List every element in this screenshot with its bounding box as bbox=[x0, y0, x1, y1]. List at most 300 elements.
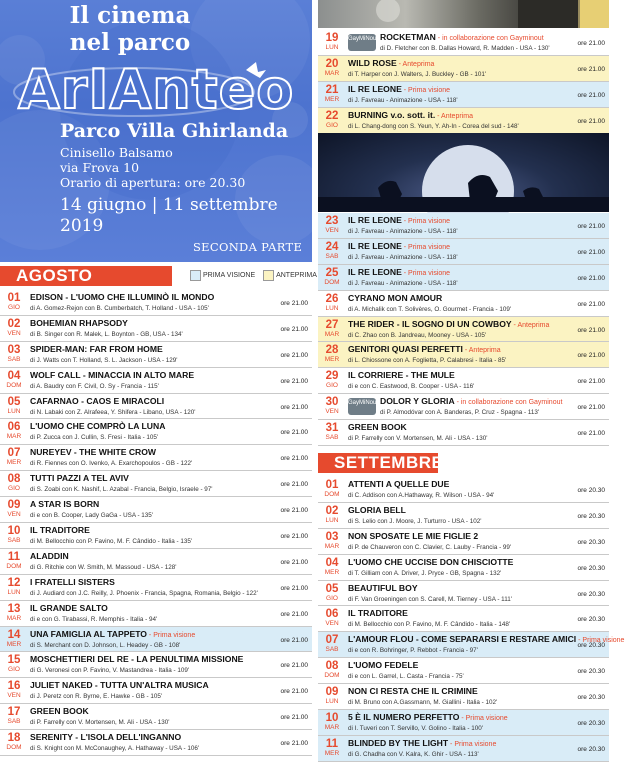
film-row bbox=[318, 606, 609, 632]
film-title-line bbox=[30, 577, 115, 589]
film-credits: di S. Knight con M. McConaughey, A. Hathaway - USA - 106' bbox=[30, 745, 200, 753]
film-title-line bbox=[30, 551, 69, 563]
film-day: 09 bbox=[325, 686, 339, 699]
film-day: 27 bbox=[325, 318, 339, 331]
film-credits: di I. Tuveri con T. Servillo, V. Golino - Italia - 100' bbox=[348, 725, 483, 733]
film-title-line bbox=[30, 396, 164, 408]
film-credits: di G. Chadha con V. Kalra, K. Ghir - USA - 113' bbox=[348, 750, 479, 758]
film-time: ore 20.30 bbox=[577, 668, 605, 676]
film-weekday: MAR bbox=[324, 69, 340, 77]
film-title-line bbox=[348, 110, 473, 122]
film-title: SERENITY - L'ISOLA DELL'INGANNO bbox=[30, 732, 182, 743]
film-row bbox=[0, 523, 312, 549]
film-row bbox=[318, 265, 609, 291]
film-credits: di C. Zhao con B. Jandreau, Mooney - USA - 105' bbox=[348, 331, 487, 339]
agosto-list-right-b bbox=[318, 213, 609, 446]
film-credits: di P. Almodóvar con A. Banderas, P. Cruz - Spagna - 113' bbox=[380, 409, 540, 417]
film-row bbox=[0, 549, 312, 575]
film-weekday: MER bbox=[324, 356, 340, 364]
film-title: ATTENTI A QUELLE DUE bbox=[348, 479, 450, 489]
film-credits: di e con C. Eastwood, B. Cooper - USA - 116' bbox=[348, 383, 475, 391]
film-credits: di P. Farrelly con V. Mortensen, M. Ali - USA - 130' bbox=[348, 435, 488, 443]
film-title-line bbox=[30, 292, 214, 304]
film-credits: di T. Harper con J. Walters, J. Buckley - GB - 101' bbox=[348, 70, 487, 78]
film-weekday: MER bbox=[6, 459, 22, 467]
film-day: 26 bbox=[325, 292, 339, 305]
film-title: IL TRADITORE bbox=[348, 608, 408, 619]
film-day: 05 bbox=[325, 582, 339, 595]
film-row bbox=[0, 394, 312, 420]
film-day: 11 bbox=[7, 550, 21, 563]
film-time: ore 21.00 bbox=[577, 248, 605, 256]
film-weekday: SAB bbox=[325, 252, 339, 260]
film-title: JULIET NAKED - TUTTA UN'ALTRA MUSICA bbox=[30, 680, 209, 691]
film-title: IL GRANDE SALTO bbox=[30, 602, 108, 613]
film-weekday: VEN bbox=[7, 692, 21, 700]
film-row bbox=[0, 678, 312, 704]
film-title-line bbox=[30, 473, 129, 485]
film-weekday: MER bbox=[324, 95, 340, 103]
film-title: IL TRADITORE bbox=[30, 525, 90, 536]
film-title-line bbox=[30, 629, 195, 641]
film-tag: - in collaborazione con Gayminout bbox=[435, 35, 544, 42]
film-title: TUTTI PAZZI A TEL AVIV bbox=[30, 473, 129, 484]
venue-city: Cinisello Balsamo bbox=[60, 145, 173, 160]
film-weekday: DOM bbox=[324, 278, 340, 286]
film-title-line bbox=[30, 421, 165, 433]
film-time: ore 21.00 bbox=[280, 714, 308, 722]
film-time: ore 21.00 bbox=[577, 223, 605, 230]
film-day: 08 bbox=[7, 473, 21, 486]
film-credits: di L. Chang-dong con S. Yeun, Y. Ah-In - Corea del sud - 148' bbox=[348, 122, 519, 130]
film-time: ore 20.30 bbox=[577, 745, 605, 753]
film-title-line bbox=[348, 660, 418, 672]
film-weekday: MER bbox=[324, 568, 340, 576]
film-row bbox=[318, 317, 609, 343]
film-title-line bbox=[348, 58, 434, 70]
film-row bbox=[318, 291, 609, 317]
film-title: MOSCHETTIERI DEL RE - LA PENULTIMA MISSIONE bbox=[30, 654, 244, 665]
film-time: ore 21.00 bbox=[280, 351, 308, 359]
film-title: NON CI RESTA CHE IL CRIMINE bbox=[348, 686, 478, 697]
part-label: SECONDA PARTE bbox=[193, 240, 303, 254]
film-title-line bbox=[348, 712, 508, 724]
film-title-line bbox=[348, 319, 549, 331]
film-row bbox=[0, 575, 312, 601]
film-time: ore 20.30 bbox=[577, 720, 605, 728]
film-credits: di J. Peretz con R. Byrne, E. Hawke - GB - 105' bbox=[30, 693, 163, 701]
film-time: ore 20.30 bbox=[577, 694, 605, 702]
film-time: ore 20.30 bbox=[577, 590, 605, 598]
film-day: 04 bbox=[7, 369, 21, 382]
film-weekday: MAR bbox=[6, 614, 22, 622]
venue-info bbox=[60, 145, 245, 190]
film-row bbox=[0, 316, 312, 342]
film-tag: - Anteprima bbox=[511, 321, 550, 329]
film-title: GENITORI QUASI PERFETTI bbox=[348, 344, 463, 355]
film-row bbox=[318, 555, 609, 581]
film-weekday: DOM bbox=[324, 672, 340, 680]
film-credits: di J. Watts con T. Holland, S. L. Jackson - USA - 129' bbox=[30, 356, 178, 364]
film-day: 12 bbox=[7, 576, 21, 589]
film-day: 17 bbox=[7, 706, 21, 719]
film-weekday: SAB bbox=[7, 537, 21, 545]
film-credits: di C. Addison con A.Hathaway, R. Wilson - USA - 94' bbox=[348, 492, 495, 499]
film-day: 02 bbox=[325, 504, 339, 517]
film-tag: - Anteprima bbox=[435, 112, 473, 120]
film-title-line bbox=[30, 318, 128, 330]
film-row bbox=[0, 290, 312, 316]
film-title: THE RIDER - IL SOGNO DI UN COWBOY bbox=[348, 318, 512, 329]
film-title-line bbox=[348, 738, 496, 750]
film-credits: di P. de Chauveron con C. Clavier, C. Lauby - Francia - 99' bbox=[348, 543, 512, 551]
film-day: 23 bbox=[325, 215, 339, 227]
film-title-line bbox=[380, 32, 544, 44]
film-row bbox=[318, 684, 609, 710]
film-day: 09 bbox=[7, 499, 21, 512]
film-time: ore 21.00 bbox=[577, 352, 605, 360]
film-day: 08 bbox=[325, 660, 339, 673]
prima-swatch bbox=[190, 270, 201, 281]
film-weekday: SAB bbox=[7, 718, 21, 726]
film-weekday: VEN bbox=[325, 620, 339, 628]
film-credits: di J. Audiard con J.C. Reilly, J. Phoenix - Francia, Spagna, Romania, Belgio - 122' bbox=[30, 589, 258, 597]
film-time: ore 21.00 bbox=[280, 740, 308, 748]
film-credits: di T. Gilliam con A. Driver, J. Pryce - GB, Spagna - 132' bbox=[348, 569, 502, 577]
film-weekday: DOM bbox=[6, 381, 22, 389]
film-time: ore 21.00 bbox=[280, 533, 308, 541]
venue-name: Parco Villa Ghirlanda bbox=[60, 120, 289, 142]
film-row bbox=[318, 710, 609, 736]
film-row bbox=[0, 601, 312, 627]
film-time: ore 20.30 bbox=[577, 642, 605, 650]
film-title-line bbox=[30, 370, 194, 382]
film-title-line bbox=[30, 344, 163, 356]
film-tag: - Prima visione bbox=[401, 218, 451, 225]
film-credits: di e con L. Garrel, L. Casta - Francia - 75' bbox=[348, 673, 464, 681]
film-title-line bbox=[348, 608, 408, 620]
legend-prima: PRIMA VISIONE bbox=[203, 272, 256, 279]
film-title-line bbox=[348, 531, 478, 543]
agosto-list bbox=[0, 290, 312, 756]
film-time: ore 20.30 bbox=[577, 512, 605, 520]
film-weekday: LUN bbox=[7, 407, 21, 415]
film-tag: - Prima visione bbox=[146, 631, 196, 639]
film-title: GREEN BOOK bbox=[30, 706, 89, 717]
film-day: 29 bbox=[325, 370, 339, 383]
film-title: L'UOMO CHE UCCISE DON CHISCIOTTE bbox=[348, 556, 514, 567]
film-credits: di N. Labaki con Z. Alrafeea, Y. Shifera - Libano, USA - 120' bbox=[30, 408, 196, 416]
film-time: ore 21.00 bbox=[280, 481, 308, 489]
film-day: 19 bbox=[325, 32, 339, 44]
film-time: ore 21.00 bbox=[280, 455, 308, 463]
film-credits: di M. Bellocchio con P. Favino, M. F. Cândido - Italia - 148' bbox=[348, 621, 511, 629]
film-day: 14 bbox=[7, 628, 21, 641]
gayminout-logo: GayMiNout bbox=[348, 34, 376, 51]
film-weekday: SAB bbox=[325, 434, 339, 442]
film-credits: di M. Bruno con A.Gassmann, M. Giallini - Italia - 102' bbox=[348, 699, 498, 707]
film-title-line bbox=[30, 654, 243, 666]
film-day: 01 bbox=[7, 292, 21, 304]
film-day: 20 bbox=[325, 57, 339, 70]
film-weekday: GIO bbox=[8, 304, 20, 311]
film-credits: di A. Gomez-Rejon con B. Cumberbatch, T. Holland - USA - 105' bbox=[30, 305, 209, 312]
film-time: ore 21.00 bbox=[280, 429, 308, 437]
film-weekday: LUN bbox=[7, 588, 21, 596]
film-credits: di G. Ritchie con W. Smith, M. Massoud - USA - 128' bbox=[30, 563, 177, 571]
film-title-line bbox=[348, 505, 406, 517]
venue-address: via Frova 10 bbox=[60, 160, 140, 175]
film-day: 07 bbox=[7, 447, 21, 460]
film-time: ore 21.00 bbox=[280, 507, 308, 515]
film-credits: di A. Baudry con F. Civil, O. Sy - Francia - 115' bbox=[30, 382, 159, 390]
film-title: DOLOR Y GLORIA bbox=[380, 396, 455, 407]
film-row bbox=[318, 368, 609, 394]
film-title: IL RE LEONE bbox=[348, 266, 402, 277]
film-time: ore 21.00 bbox=[577, 40, 605, 47]
film-credits: di e con R. Bohringer, P. Rebbot - Francia - 97' bbox=[348, 647, 478, 655]
film-weekday: LUN bbox=[325, 304, 339, 312]
film-row bbox=[318, 239, 609, 265]
film-time: ore 21.00 bbox=[280, 300, 308, 307]
header-title: Il cinema nel parco bbox=[69, 2, 191, 56]
film-time: ore 21.00 bbox=[577, 91, 605, 99]
film-day: 07 bbox=[325, 634, 339, 647]
film-title-line bbox=[348, 557, 513, 569]
film-title: L'AMOUR FLOU - COME SEPARARSI E RESTARE AMICI bbox=[348, 634, 577, 645]
film-day: 06 bbox=[325, 608, 339, 621]
film-time: ore 21.00 bbox=[280, 610, 308, 618]
logo-text: ArIAnteo bbox=[18, 58, 295, 121]
film-title: ALADDIN bbox=[30, 550, 69, 561]
film-row bbox=[318, 529, 609, 555]
film-day: 24 bbox=[325, 240, 339, 253]
film-row bbox=[0, 368, 312, 394]
film-day: 16 bbox=[7, 680, 21, 693]
film-weekday: GIO bbox=[326, 382, 338, 390]
film-row bbox=[318, 30, 609, 56]
film-credits: di e con G. Tirabassi, R. Memphis - Italia - 94' bbox=[30, 615, 158, 623]
film-day: 04 bbox=[325, 556, 339, 569]
opening-hours: Orario di apertura: ore 20.30 bbox=[60, 175, 246, 190]
film-row bbox=[318, 213, 609, 239]
film-credits: di G. Veronesi con P. Favino, V. Mastandrea - Italia - 109' bbox=[30, 667, 190, 675]
film-row bbox=[0, 652, 312, 678]
film-row bbox=[0, 445, 312, 471]
film-title-line bbox=[348, 215, 450, 227]
film-credits: di B. Singer con R. Malek, L. Boynton - GB, USA - 134' bbox=[30, 330, 183, 338]
film-title: BURNING v.o. sott. it. bbox=[348, 109, 436, 120]
film-title: WOLF CALL - MINACCIA IN ALTO MARE bbox=[30, 369, 195, 380]
film-time: ore 21.00 bbox=[280, 662, 308, 670]
film-tag: - Anteprima bbox=[396, 60, 435, 68]
legend bbox=[190, 269, 317, 283]
film-title: UNA FAMIGLIA AL TAPPETO bbox=[30, 628, 147, 639]
film-row bbox=[318, 477, 609, 503]
film-tag: - Prima visione bbox=[576, 637, 625, 645]
film-title-line bbox=[348, 293, 442, 305]
film-title-line bbox=[30, 680, 209, 692]
film-title: NUREYEV - THE WHITE CROW bbox=[30, 447, 157, 458]
film-title-line bbox=[348, 686, 478, 698]
film-credits: di e con B. Cooper, Lady GaGa - USA - 135' bbox=[30, 512, 154, 520]
film-weekday: GIO bbox=[8, 485, 20, 493]
film-credits: di J. Favreau - Animazione - USA - 118' bbox=[348, 253, 458, 261]
film-row bbox=[0, 730, 312, 756]
film-title: BEAUTIFUL BOY bbox=[348, 582, 418, 593]
film-time: ore 21.00 bbox=[577, 430, 605, 438]
film-title-line bbox=[348, 583, 418, 595]
film-tag: - in collaborazione con Gayminout bbox=[454, 399, 563, 407]
film-time: ore 21.00 bbox=[577, 326, 605, 334]
film-time: ore 21.00 bbox=[280, 688, 308, 696]
film-tag: - Prima visione bbox=[401, 243, 451, 251]
lion-king-still-image bbox=[318, 133, 609, 212]
film-credits: di P. Zucca con J. Cullin, S. Fresi - Italia - 105' bbox=[30, 434, 159, 442]
film-day: 10 bbox=[325, 712, 339, 725]
film-weekday: GIO bbox=[326, 121, 338, 129]
film-title-line bbox=[380, 396, 562, 408]
film-day: 05 bbox=[7, 395, 21, 408]
film-weekday: DOM bbox=[6, 562, 22, 570]
film-weekday: VEN bbox=[7, 329, 21, 337]
film-time: ore 21.00 bbox=[280, 377, 308, 385]
film-credits: di S. Lelio con J. Moore, J. Turturro - USA - 102' bbox=[348, 517, 482, 525]
film-row bbox=[318, 342, 609, 368]
film-weekday: MAR bbox=[324, 542, 340, 550]
film-row bbox=[0, 471, 312, 497]
film-weekday: DOM bbox=[324, 491, 340, 498]
film-title-line bbox=[348, 84, 450, 96]
film-title-line bbox=[348, 479, 449, 491]
film-day: 13 bbox=[7, 602, 21, 615]
film-weekday: LUN bbox=[325, 698, 339, 706]
film-day: 02 bbox=[7, 317, 21, 330]
film-tag: - Anteprima bbox=[462, 347, 501, 355]
film-day: 21 bbox=[325, 83, 339, 96]
film-title: CAFARNAO - CAOS E MIRACOLI bbox=[30, 395, 165, 406]
film-row bbox=[318, 632, 625, 658]
film-row bbox=[318, 503, 609, 529]
film-day: 03 bbox=[7, 343, 21, 356]
film-title: IL RE LEONE bbox=[348, 215, 402, 225]
film-time: ore 21.00 bbox=[577, 378, 605, 386]
festival-dates: 14 giugno | 11 settembre 2019 bbox=[60, 195, 278, 236]
film-title: I FRATELLI SISTERS bbox=[30, 576, 115, 587]
film-credits: di F. Van Groeningen con S. Carell, M. Tierney - USA - 111' bbox=[348, 595, 512, 603]
film-weekday: GIO bbox=[8, 666, 20, 674]
film-day: 06 bbox=[7, 421, 21, 434]
film-title: ROCKETMAN bbox=[380, 32, 436, 42]
film-day: 25 bbox=[325, 266, 339, 279]
film-day: 31 bbox=[325, 422, 339, 435]
film-day: 11 bbox=[325, 737, 339, 750]
film-credits: di J. Favreau - Animazione - USA - 118' bbox=[348, 96, 458, 104]
film-credits: di J. Favreau - Animazione - USA - 118' bbox=[348, 279, 458, 287]
film-weekday: MER bbox=[324, 749, 340, 757]
film-tag: - Prima visione bbox=[401, 86, 451, 94]
film-weekday: LUN bbox=[325, 44, 339, 51]
agosto-list-right-a bbox=[318, 30, 609, 134]
film-time: ore 20.30 bbox=[577, 564, 605, 572]
gayminout-logo: GayMiNout bbox=[348, 398, 376, 415]
film-row bbox=[0, 419, 312, 445]
film-weekday: MAR bbox=[324, 330, 340, 338]
film-title: 5 È IL NUMERO PERFETTO bbox=[348, 712, 460, 723]
film-day: 18 bbox=[7, 732, 21, 745]
film-title-line bbox=[30, 732, 181, 744]
film-time: ore 21.00 bbox=[280, 636, 308, 644]
film-row bbox=[0, 704, 312, 730]
film-row bbox=[318, 56, 609, 82]
film-row bbox=[318, 736, 609, 762]
film-time: ore 21.00 bbox=[577, 274, 605, 282]
film-weekday: MER bbox=[6, 640, 22, 648]
film-title-line bbox=[30, 525, 90, 537]
film-title-line bbox=[30, 499, 99, 511]
month-header-agosto: AGOSTO bbox=[0, 266, 172, 286]
rocketman-still-image bbox=[318, 0, 609, 28]
film-title-line bbox=[30, 706, 89, 718]
film-time: ore 21.00 bbox=[280, 584, 308, 592]
film-weekday: MAR bbox=[324, 724, 340, 732]
film-row bbox=[0, 497, 312, 523]
settembre-list bbox=[318, 477, 625, 762]
film-title-line bbox=[348, 370, 455, 382]
film-credits: di D. Fletcher con B. Dallas Howard, R. Madden - USA - 130' bbox=[380, 45, 550, 52]
film-day: 28 bbox=[325, 344, 339, 357]
film-tag: - Prima visione bbox=[459, 715, 508, 723]
film-title: GLORIA BELL bbox=[348, 504, 406, 515]
film-tag: - Prima visione bbox=[448, 740, 497, 748]
film-day: 01 bbox=[325, 479, 339, 491]
film-day: 15 bbox=[7, 654, 21, 667]
film-title: CYRANO MON AMOUR bbox=[348, 292, 443, 303]
film-title: GREEN BOOK bbox=[348, 422, 407, 433]
film-weekday: VEN bbox=[325, 227, 339, 234]
film-time: ore 20.30 bbox=[577, 538, 605, 546]
film-row bbox=[0, 342, 312, 368]
film-time: ore 21.00 bbox=[577, 65, 605, 73]
film-weekday: VEN bbox=[325, 408, 339, 416]
film-title-line bbox=[30, 603, 108, 615]
film-title: A STAR IS BORN bbox=[30, 499, 100, 510]
film-row bbox=[318, 108, 609, 134]
film-title: WILD ROSE bbox=[348, 57, 397, 68]
film-weekday: SAB bbox=[7, 355, 21, 363]
film-weekday: LUN bbox=[325, 516, 339, 524]
ante-swatch bbox=[263, 270, 274, 281]
film-title-line bbox=[348, 422, 407, 434]
film-title: L'UOMO CHE COMPRÒ LA LUNA bbox=[30, 421, 166, 432]
film-row bbox=[318, 82, 609, 108]
film-title-line bbox=[348, 344, 501, 356]
film-title: SPIDER-MAN: FAR FROM HOME bbox=[30, 343, 163, 354]
film-row bbox=[318, 658, 609, 684]
film-credits: di S. Zoabi con K. Nashif, L. Azabal - Francia, Belgio, Israele - 97' bbox=[30, 486, 213, 494]
film-credits: di R. Fiennes con O. Ivenko, A. Exarchopoulos - GB - 122' bbox=[30, 460, 193, 468]
film-weekday: GIO bbox=[326, 594, 338, 602]
film-time: ore 21.00 bbox=[577, 117, 605, 125]
header-banner bbox=[0, 0, 312, 262]
film-row bbox=[318, 581, 609, 607]
film-time: ore 21.00 bbox=[577, 404, 605, 412]
film-weekday: SAB bbox=[325, 646, 339, 654]
film-title: EDISON - L'UOMO CHE ILLUMINÒ IL MONDO bbox=[30, 292, 215, 302]
film-day: 30 bbox=[325, 396, 339, 409]
film-weekday: MAR bbox=[6, 433, 22, 441]
film-title: BOHEMIAN RHAPSODY bbox=[30, 317, 128, 328]
